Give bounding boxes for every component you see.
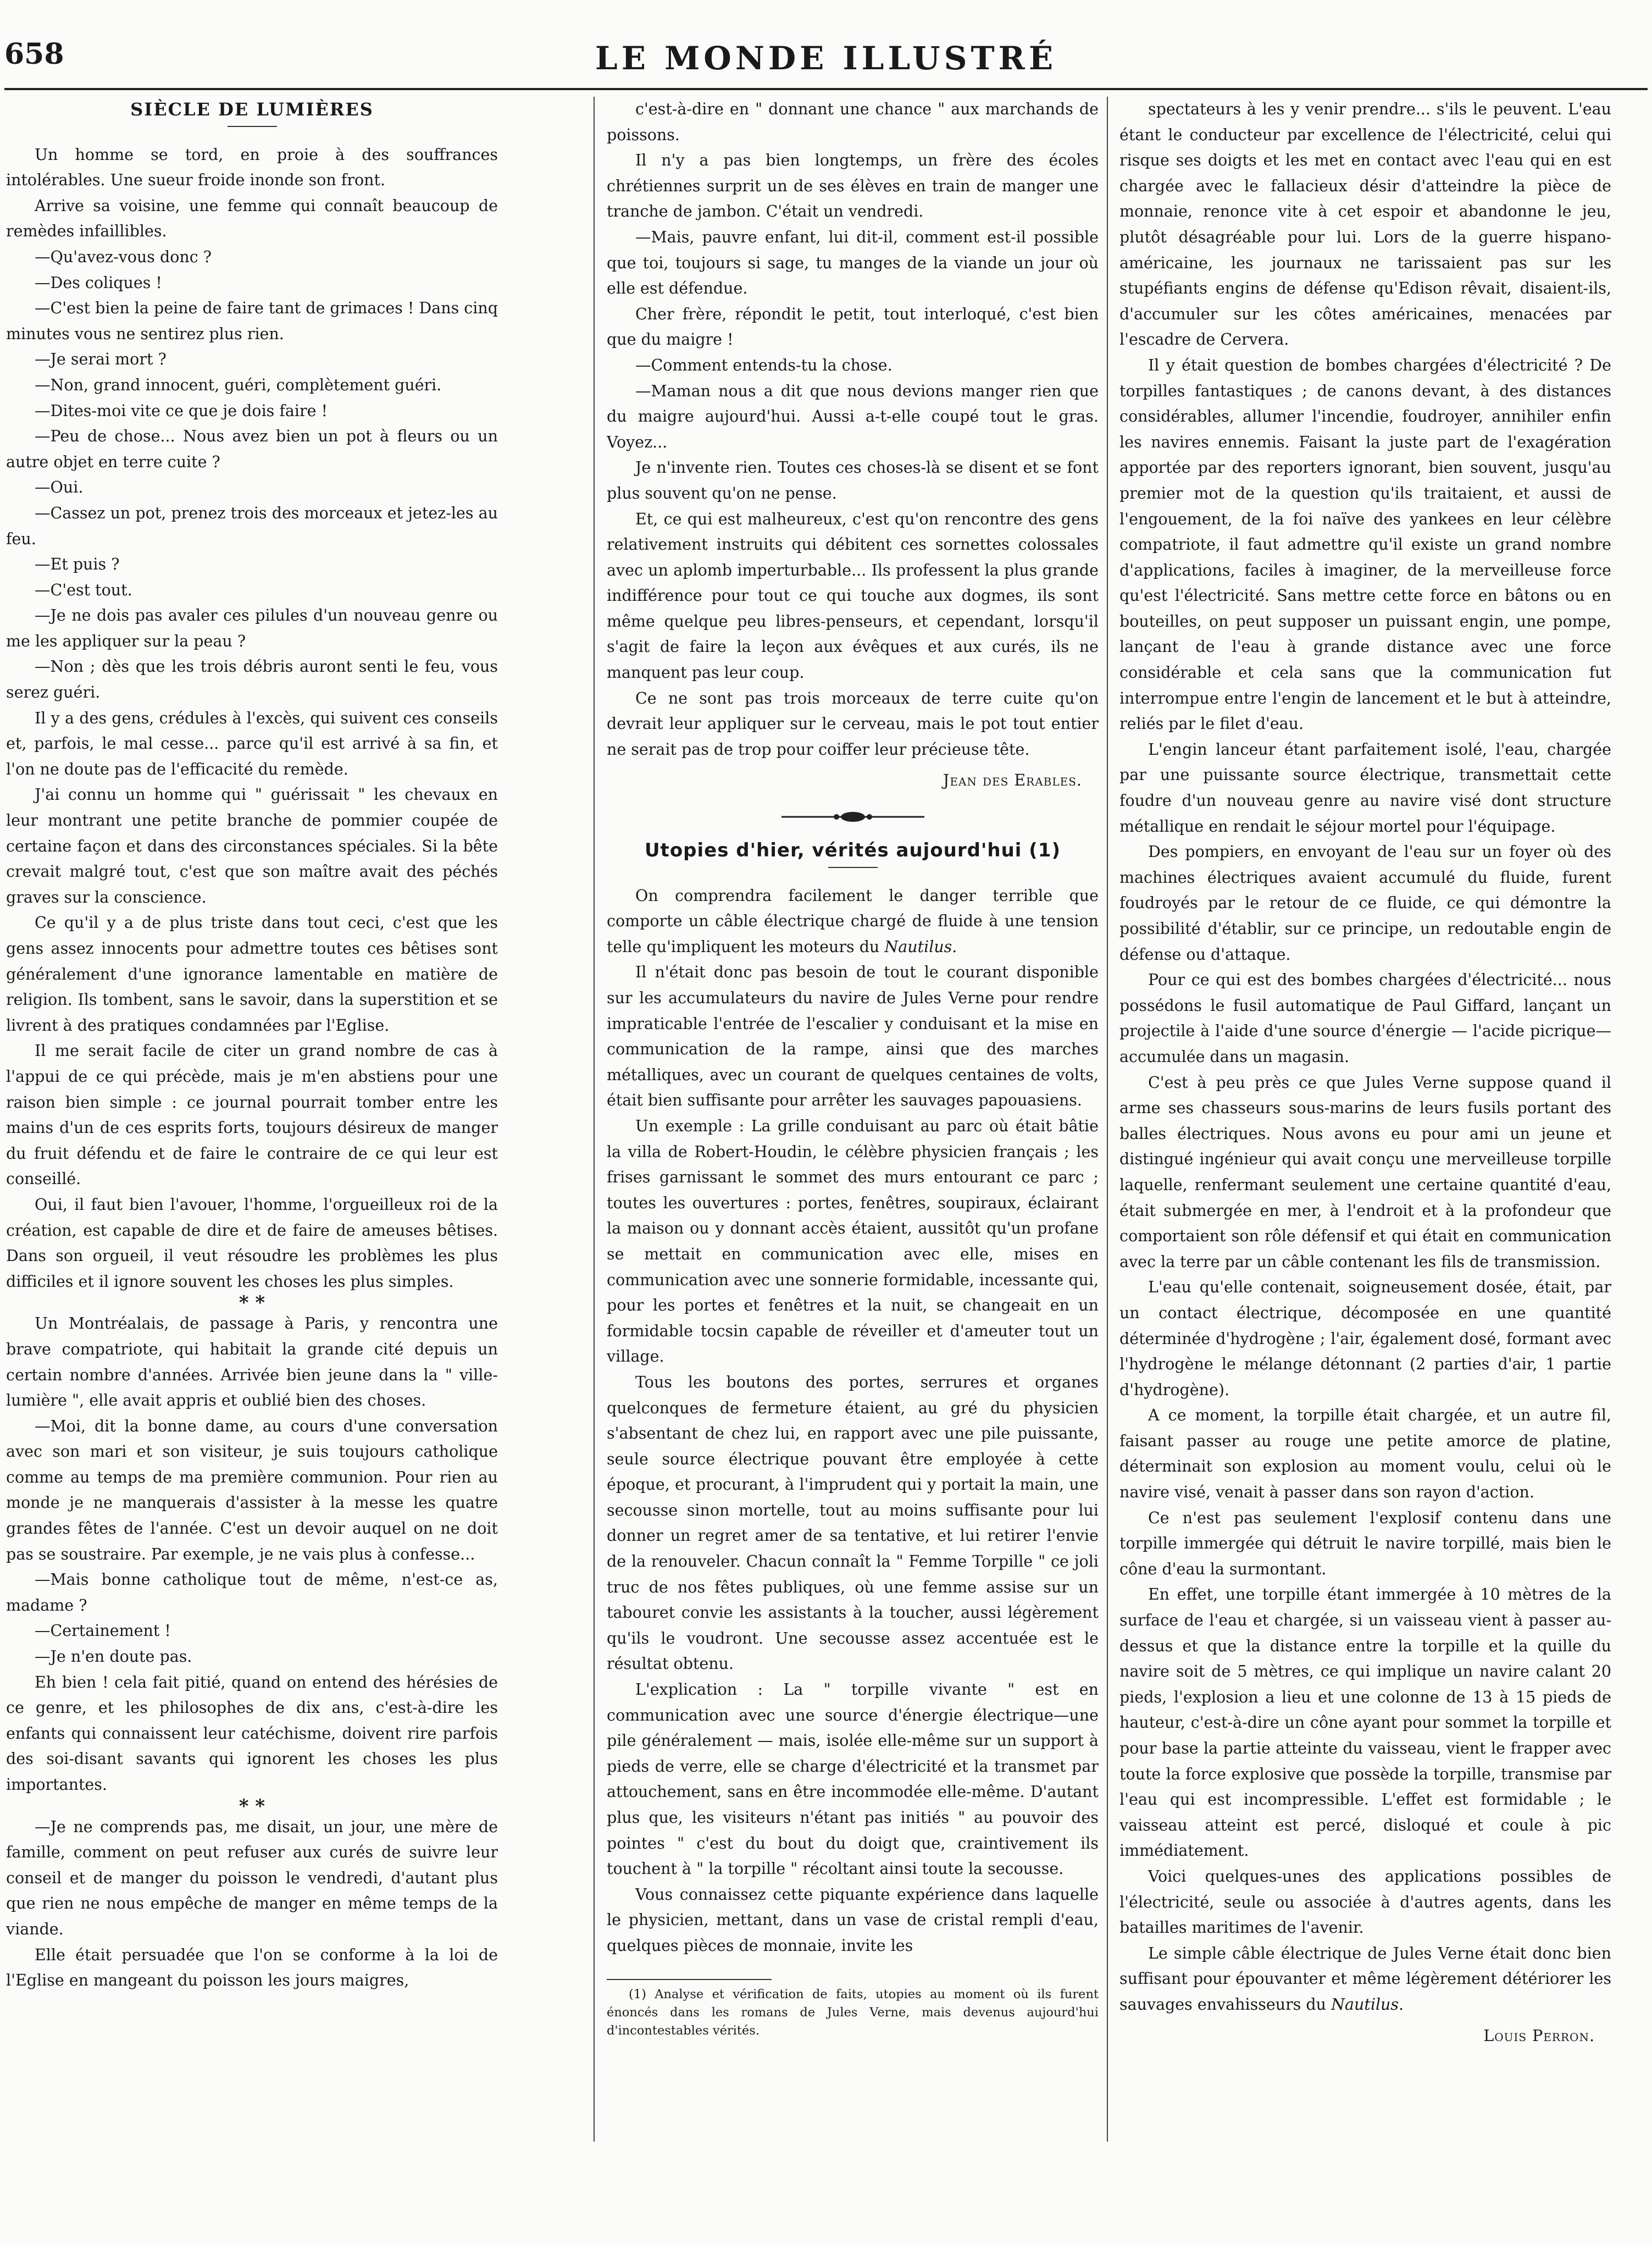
paragraph: Arrive sa voisine, une femme qui connaît beaucoup de remèdes infaillibles. (6, 196, 498, 241)
paragraph: Cher frère, répondit le petit, tout interloqué, c'est bien que du maigre ! (607, 305, 1099, 349)
paragraph: A ce moment, la torpille était chargée, et un autre fil, faisant passer au rouge une petite amorce de platine, déterminait son explosion au moment voulu, celui où le navire visé, venait à passer dans son rayon d'action. (1119, 1406, 1611, 1502)
paragraph: Il me serait facile de citer un grand nombre de cas à l'appui de ce qui précède, mais je m'en abstiens pour une raison bien simple : ce journal pourrait tomber entre les mains d'un de ces esprits forts, toujours désireux de manger du fruit défendu et de faire le contraire de ce qui leur est conseillé. (6, 1042, 498, 1188)
paragraph: Un homme se tord, en proie à des souffrances intolérables. Une sueur froide inonde son front. (6, 145, 498, 190)
paragraph: On comprendra facilement le danger terrible que comporte un câble électrique chargé de fluide à une tension telle qu'impliquent les moteurs du Nautilus. (607, 886, 1099, 956)
footnote-rule (607, 1979, 772, 1980)
paragraph: —Oui. (35, 478, 84, 497)
page-number: 658 (4, 37, 64, 71)
signature: Jean des Erables. (943, 771, 1082, 790)
column-3 (1119, 97, 1611, 2208)
paragraph: Tous les boutons des portes, serrures et organes quelconques de fermeture étaient, au gré du physicien s'absentant de chez lui, en rapport avec une pile puissante, seule source électrique pouvant être employée à cette époque, et procurant, à l'imprudent qui y portait la main, une secousse sinon mortelle, tout au moins suffisante pour lui donner un regret amer de sa tentative, et lui retirer l'envie de la renouveler. Chacun connaît la " Femme Torpille " ce joli truc de nos fêtes publiques, où une femme assise sur un tabouret convie les assistants à la toucher, aussi légèrement qu'ils le voudront. Une secousse assez accentuée est le résultat obtenu. (607, 1373, 1099, 1673)
article-title: SIÈCLE DE LUMIÈRES (130, 99, 374, 120)
paragraph: —Dites-moi vite ce que je dois faire ! (35, 401, 328, 420)
paragraph: —Des coliques ! (35, 273, 162, 292)
running-title: LE MONDE ILLUSTRÉ (595, 40, 1057, 77)
paragraph: —C'est tout. (35, 580, 132, 599)
paragraph: L'engin lanceur étant parfaitement isolé, l'eau, chargée par une puissante source électrique, transmettait cette foudre d'un nouveau genre au navire visé dont structure métallique en rendait le séjour mortel pour l'équipage. (1119, 740, 1611, 836)
title-rule (828, 867, 878, 868)
paragraph: J'ai connu un homme qui " guérissait " les chevaux en leur montrant une petite branche de pommier coupée de certaine façon et dans des circonstances spéciales. Si la bête crevait malgré tout, c'est que son maître avait des péchés graves sur la conscience. (6, 786, 498, 906)
paragraph: c'est-à-dire en " donnant une chance " aux marchands de poissons. (607, 100, 1099, 144)
asterism: * * (239, 1795, 265, 1817)
paragraph: —Je n'en doute pas. (35, 1647, 192, 1666)
paragraph: Et, ce qui est malheureux, c'est qu'on rencontre des gens relativement instruits qui débitent ces sornettes colossales avec un aplomb imperturbable... Ils professent la plus grande indifférence pour tout ce qui touche aux dogmes, ils sont même quelque peu libres-penseurs, et cependant, lorsqu'il s'agit de faire la leçon aux évêques et aux curés, ils ne manquent pas leur coup. (607, 510, 1099, 682)
paragraph: Vous connaissez cette piquante expérience dans laquelle le physicien, mettant, dans un vase de cristal rempli d'eau, quelques pièces de monnaie, invite les (607, 1885, 1099, 1955)
paragraph: Pour ce qui est des bombes chargées d'électricité... nous possédons le fusil automatique de Paul Giffard, lançant un projectile à l'aide d'une source d'énergie — l'acide picrique—accumulée dans un magasin. (1119, 971, 1611, 1066)
ornament-divider (607, 810, 1099, 823)
footnote: (1) Analyse et vérification de faits, utopies au moment où ils furent énoncés dans les romans de Jules Verne, mais devenus aujourd'hui d'incontestables vérités. (607, 1987, 1099, 2038)
paragraph: —Je ne comprends pas, me disait, un jour, une mère de famille, comment on peut refuser aux curés de suivre leur conseil et de manger du poisson le vendredi, d'autant plus que rien ne nous empêche de manger en même temps de la viande. (6, 1817, 498, 1938)
paragraph: —Maman nous a dit que nous devions manger rien que du maigre aujourd'hui. Aussi a-t-elle coupé tout le gras. Voyez... (607, 381, 1099, 451)
column-1 (6, 97, 498, 2208)
paragraph: Des pompiers, en envoyant de l'eau sur un foyer où des machines électriques avaient accumulé du fluide, furent foudroyés par le retour de ce fluide, ce qui démontre la possibilité d'établir, sur ce principe, un redoutable engin de défense ou d'attaque. (1119, 843, 1611, 964)
column-2 (607, 97, 1099, 2208)
column-divider (1107, 97, 1108, 2142)
paragraph: Il n'était donc pas besoin de tout le courant disponible sur les accumulateurs du navire de Jules Verne pour rendre impraticable l'entrée de l'escalier y conduisant et la mise en communication de la rampe, ainsi que des marches métalliques, avec un courant de quelques centaines de volts, était bien suffisante pour arrêter les sauvages papouasiens. (607, 963, 1099, 1110)
paragraph: —Qu'avez-vous donc ? (35, 247, 212, 266)
paragraph: Un Montréalais, de passage à Paris, y rencontra une brave compatriote, qui habitait la grande cité depuis un certain nombre d'années. Arrivée bien jeune dans la " ville-lumière ", elle avait appris et oublié bien des choses. (6, 1314, 498, 1410)
article-title: Utopies d'hier, vérités aujourd'hui (1) (644, 839, 1061, 862)
paragraph: Voici quelques-unes des applications possibles de l'électricité, seule ou associée à d'autres agents, dans les batailles maritimes de l'avenir. (1119, 1867, 1611, 1937)
title-rule (228, 126, 277, 127)
paragraph: C'est à peu près ce que Jules Verne suppose quand il arme ses chasseurs sous-marins de leurs fusils portant des balles électriques. Nous avons eu pour ami un jeune et distingué ingénieur qui avait conçu une merveilleuse torpille laquelle, renfermant seulement une certaine quantité d'eau, était submergée en mer, à l'endroit et à la profondeur que comportaient son rôle défensif et qui était en communication avec la terre par un câble contenant les fils de transmission. (1119, 1073, 1611, 1271)
signature: Louis Perron. (1483, 2026, 1595, 2045)
paragraph: Je n'invente rien. Toutes ces choses-là se disent et se font plus souvent qu'on ne pense. (607, 458, 1099, 502)
paragraph: Ce ne sont pas trois morceaux de terre cuite qu'on devrait leur appliquer sur le cerveau, mais le pot tout entier ne serait pas de trop pour coiffer leur précieuse tête. (607, 689, 1099, 759)
paragraph: Elle était persuadée que l'on se conforme à la loi de l'Eglise en mangeant du poisson les jours maigres, (6, 1945, 498, 1990)
paragraph: L'explication : La " torpille vivante " est en communication avec une source d'énergie électrique—une pile généralement — mais, isolée elle-même sur un support à pieds de verre, elle se charge d'électricité et la transmet par attouchement, sans en être incommodée elle-même. D'autant plus que, les visiteurs n'étant pas initiés " au pouvoir des pointes " c'est du bout du doigt que, craintivement ils touchent à " la torpille " récoltant ainsi toute la secousse. (607, 1680, 1099, 1878)
paragraph: Ce qu'il y a de plus triste dans tout ceci, c'est que les gens assez innocents pour admettre toutes ces bêtises sont généralement d'une ignorance lamentable en matière de religion. Ils tombent, sans le savoir, dans la superstition et se livrent à des pratiques condamnées par l'Eglise. (6, 914, 498, 1035)
paragraph: —Cassez un pot, prenez trois des morceaux et jetez-les au feu. (6, 504, 498, 548)
paragraph: —Je serai mort ? (35, 350, 167, 369)
paragraph: Un exemple : La grille conduisant au parc où était bâtie la villa de Robert-Houdin, le célèbre physicien français ; les frises garnissant le sommet des murs entourant ce parc ; toutes les ouvertures : portes, fenêtres, soupiraux, éclairant la maison ou y donnant accès étaient, aussitôt qu'un profane se mettait en communication avec elle, mises en communication avec une sonnerie formidable, incessante qui, pour les portes et fenêtres et la nuit, se changeait en un formidable tocsin capable de réveiller et d'ameuter tout un village. (607, 1116, 1099, 1366)
paragraph: spectateurs à les y venir prendre... s'ils le peuvent. L'eau étant le conducteur par excellence de l'électricité, celui qui risque ses doigts et les met en contact avec l'eau qui en est chargée avec le fallacieux désir d'atteindre la pièce de monnaie, renonce vite à cet espoir et abandonne le jeu, plutôt désagréable pour lui. Lors de la guerre hispano-américaine, les journaux ne tarissaient pas sur les stupéfiants engins de défense qu'Edison rêvait, disaient-ils, d'accumuler sur les côtes américaines, menacées par l'escadre de Cervera. (1119, 100, 1611, 349)
paragraph: Il y a des gens, crédules à l'excès, qui suivent ces conseils et, parfois, le mal cesse... parce qu'il est arrivé à sa fin, et l'on ne doute pas de l'efficacité du remède. (6, 709, 498, 778)
paragraph: —Je ne dois pas avaler ces pilules d'un nouveau genre ou me les appliquer sur la peau ? (6, 606, 498, 650)
paragraph: —Et puis ? (35, 555, 120, 574)
column-divider (594, 97, 595, 2142)
paragraph: Oui, il faut bien l'avouer, l'homme, l'orgueilleux roi de la création, est capable de dire et de faire de ameuses bêtises. Dans son orgueil, il veut résoudre les problèmes les plus difficiles et il ignore souvent les choses les plus simples. (6, 1195, 498, 1291)
paragraph: —Non, grand innocent, guéri, complètement guéri. (35, 375, 442, 394)
paragraph: En effet, une torpille étant immergée à 10 mètres de la surface de l'eau et chargée, si un vaisseau vient à passer au-dessus et que la distance entre la torpille et la quille du navire soit de 5 mètres, ce qui implique un navire calant 20 pieds, l'explosion a lieu et une colonne de 13 à 15 pieds de hauteur, c'est-à-dire un cône ayant pour sommet la torpille et pour base la partie atteinte du vaisseau, vient le frapper avec toute la force explosive que possède la torpille, transmise par l'eau qui est incompressible. L'effet est formidable ; le vaisseau atteint est percé, disloqué et coule à pic immédiatement. (1119, 1585, 1611, 1860)
paragraph: —Certainement ! (35, 1622, 171, 1640)
paragraph: —C'est bien la peine de faire tant de grimaces ! Dans cinq minutes vous ne sentirez plus rien. (6, 299, 498, 343)
paragraph: L'eau qu'elle contenait, soigneusement dosée, était, par un contact électrique, décomposée en une quantité déterminée d'hydrogène ; l'air, également dosé, formant avec l'hydrogène le mélange détonnant (2 parties d'air, 1 partie d'hydrogène). (1119, 1278, 1611, 1399)
paragraph: Eh bien ! cela fait pitié, quand on entend des hérésies de ce genre, et les philosophes de dix ans, c'est-à-dire les enfants qui connaissent leur catéchisme, doivent rire parfois des soi-disant savants qui ignorent les choses les plus importantes. (6, 1673, 498, 1794)
paragraph: Il y était question de bombes chargées d'électricité ? De torpilles fantastiques ; de canons devant, à des distances considérables, allumer l'incendie, foudroyer, annihiler enfin les navires ennemis. Faisant la juste part de l'exagération apportée par des reporters ignorant, bien souvent, jusqu'au premier mot de la question qu'ils traitaient, et aussi de l'engouement, de la foi naïve des yankees en leur célèbre compatriote, il faut admettre qu'il existe un grand nombre d'applications, faciles à imaginer, de la merveilleuse force qu'est l'électricité. Sans mettre cette force en bâtons ou en bouteilles, on peut supposer un puissant engin, une pompe, lançant de l'eau à grande distance avec une force considérable et cela sans que la communication fut interrompue entre l'engin de lancement et le but à atteindre, reliés par le filet d'eau. (1119, 356, 1611, 733)
paragraph: —Non ; dès que les trois débris auront senti le feu, vous serez guéri. (6, 657, 498, 702)
paragraph: Le simple câble électrique de Jules Verne était donc bien suffisant pour épouvanter et même légèrement détériorer les sauvages envahisseurs du Nautilus. (1119, 1944, 1611, 2014)
paragraph: —Mais bonne catholique tout de même, n'est-ce as, madame ? (6, 1571, 498, 1614)
asterism: * * (239, 1292, 265, 1314)
paragraph: —Comment entends-tu la chose. (635, 356, 892, 374)
paragraph: Il n'y a pas bien longtemps, un frère des écoles chrétiennes surprit un de ses élèves en train de manger une tranche de jambon. C'était un vendredi. (607, 151, 1099, 221)
paragraph: —Peu de chose... Nous avez bien un pot à fleurs ou un autre objet en terre cuite ? (6, 427, 498, 471)
paragraph: Ce n'est pas seulement l'explosif contenu dans une torpille immergée qui détruit le navire torpillé, mais bien le cône d'eau la surmontant. (1119, 1508, 1611, 1578)
paragraph: —Moi, dit la bonne dame, au cours d'une conversation avec son mari et son visiteur, je suis toujours catholique comme au temps de ma première communion. Pour rien au monde je ne manquerais d'assister à la messe les quatre grandes fêtes de l'année. C'est un devoir auquel on ne doit pas se soustraire. Par exemple, je ne vais plus à confesse... (6, 1417, 498, 1563)
paragraph: —Mais, pauvre enfant, lui dit-il, comment est-il possible que toi, toujours si sage, tu manges de la viande un jour où elle est défendue. (607, 228, 1099, 298)
header-rule (4, 88, 1648, 90)
